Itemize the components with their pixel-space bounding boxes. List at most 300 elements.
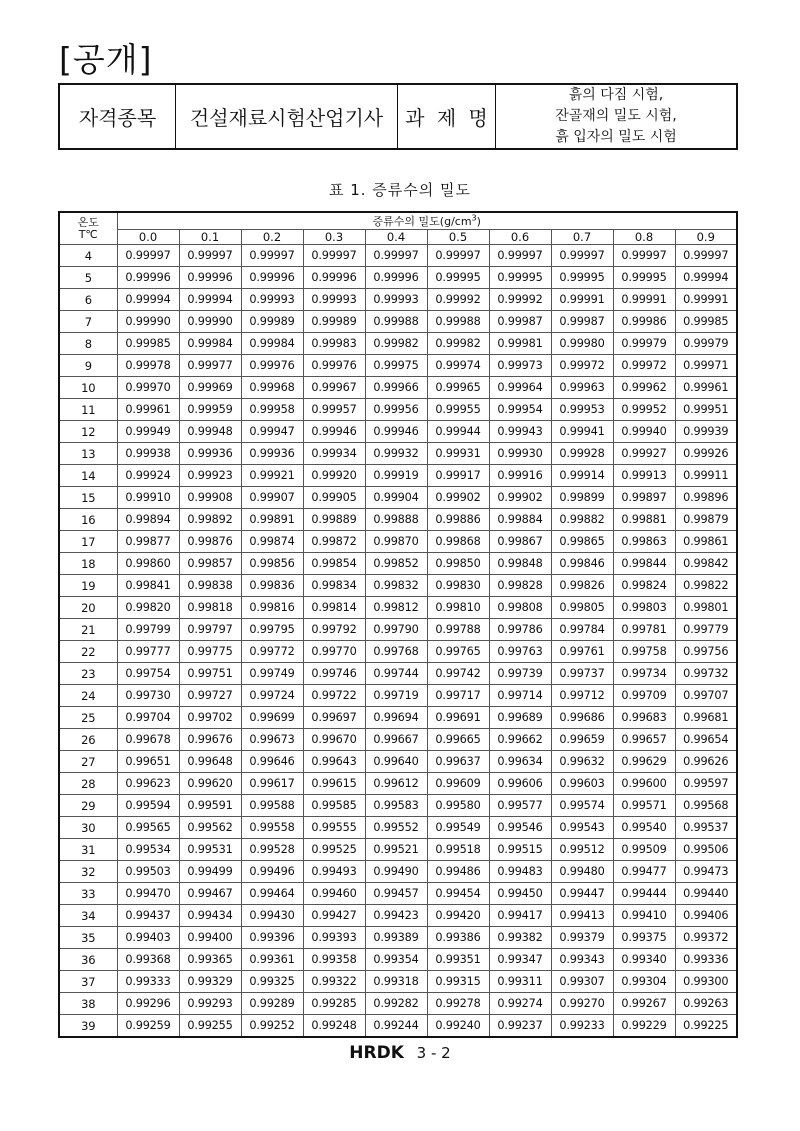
density-cell: 0.99896 <box>675 487 737 509</box>
density-cell: 0.99997 <box>427 245 489 267</box>
density-cell: 0.99444 <box>613 883 675 905</box>
density-cell: 0.99702 <box>179 707 241 729</box>
density-cell: 0.99681 <box>675 707 737 729</box>
temperature-cell: 14 <box>59 465 117 487</box>
density-cell: 0.99467 <box>179 883 241 905</box>
density-group-header-end: ) <box>476 215 481 228</box>
table-row <box>59 531 737 553</box>
density-cell: 0.99758 <box>613 641 675 663</box>
temperature-cell: 29 <box>59 795 117 817</box>
density-cell: 0.99993 <box>241 289 303 311</box>
density-cell: 0.99754 <box>117 663 179 685</box>
density-cell: 0.99966 <box>365 377 427 399</box>
density-cell: 0.99951 <box>675 399 737 421</box>
density-cell: 0.99562 <box>179 817 241 839</box>
qualification-value: 건설재료시험산업기사 <box>176 84 398 149</box>
density-cell: 0.99826 <box>551 575 613 597</box>
table-row <box>59 949 737 971</box>
density-cell: 0.99976 <box>241 355 303 377</box>
density-cell: 0.99955 <box>427 399 489 421</box>
density-cell: 0.99989 <box>303 311 365 333</box>
density-cell: 0.99867 <box>489 531 551 553</box>
density-cell: 0.99781 <box>613 619 675 641</box>
density-cell: 0.99477 <box>613 861 675 883</box>
density-cell: 0.99975 <box>365 355 427 377</box>
density-cell: 0.99790 <box>365 619 427 641</box>
density-cell: 0.99961 <box>117 399 179 421</box>
density-cell: 0.99447 <box>551 883 613 905</box>
density-cell: 0.99992 <box>427 289 489 311</box>
density-cell: 0.99555 <box>303 817 365 839</box>
density-cell: 0.99440 <box>675 883 737 905</box>
density-cell: 0.99662 <box>489 729 551 751</box>
qualification-label: 자격종목 <box>59 84 176 149</box>
density-cell: 0.99990 <box>179 311 241 333</box>
density-cell: 0.99970 <box>117 377 179 399</box>
density-cell: 0.99905 <box>303 487 365 509</box>
density-cell: 0.99856 <box>241 553 303 575</box>
density-cell: 0.99808 <box>489 597 551 619</box>
column-header: 0.3 <box>303 230 365 245</box>
density-cell: 0.99977 <box>179 355 241 377</box>
density-cell: 0.99430 <box>241 905 303 927</box>
density-cell: 0.99683 <box>613 707 675 729</box>
density-cell: 0.99990 <box>117 311 179 333</box>
density-cell: 0.99812 <box>365 597 427 619</box>
density-cell: 0.99852 <box>365 553 427 575</box>
density-cell: 0.99991 <box>613 289 675 311</box>
density-cell: 0.99987 <box>551 311 613 333</box>
table-row <box>59 311 737 333</box>
density-cell: 0.99964 <box>489 377 551 399</box>
density-cell: 0.99996 <box>241 267 303 289</box>
density-cell: 0.99992 <box>489 289 551 311</box>
density-group-header-text: 증류수의 밀도(g/cm <box>372 215 472 228</box>
density-cell: 0.99899 <box>551 487 613 509</box>
density-cell: 0.99879 <box>675 509 737 531</box>
column-header: 0.0 <box>117 230 179 245</box>
table-row <box>59 355 737 377</box>
task-title <box>496 84 738 149</box>
density-cell: 0.99944 <box>427 421 489 443</box>
hrdk-logo: HRDK <box>349 1043 404 1063</box>
density-cell: 0.99797 <box>179 619 241 641</box>
density-cell: 0.99646 <box>241 751 303 773</box>
density-cell: 0.99739 <box>489 663 551 685</box>
density-cell: 0.99931 <box>427 443 489 465</box>
density-cell: 0.99963 <box>551 377 613 399</box>
density-cell: 0.99939 <box>675 421 737 443</box>
page-footer <box>0 1043 800 1063</box>
column-header-row <box>59 230 737 245</box>
exam-header-table <box>58 83 738 150</box>
density-cell: 0.99499 <box>179 861 241 883</box>
density-cell: 0.99828 <box>489 575 551 597</box>
density-cell: 0.99968 <box>241 377 303 399</box>
density-cell: 0.99946 <box>365 421 427 443</box>
density-cell: 0.99620 <box>179 773 241 795</box>
density-cell: 0.99722 <box>303 685 365 707</box>
density-cell: 0.99361 <box>241 949 303 971</box>
temperature-cell: 32 <box>59 861 117 883</box>
table-row <box>59 707 737 729</box>
density-cell: 0.99902 <box>489 487 551 509</box>
density-cell: 0.99841 <box>117 575 179 597</box>
page-number: 3 - 2 <box>416 1044 451 1062</box>
table-row <box>59 927 737 949</box>
task-title-line: 흙 입자의 밀도 시험 <box>555 129 677 145</box>
temperature-cell: 25 <box>59 707 117 729</box>
temperature-cell: 33 <box>59 883 117 905</box>
table-row <box>59 333 737 355</box>
density-cell: 0.99788 <box>427 619 489 641</box>
density-cell: 0.99870 <box>365 531 427 553</box>
table-row <box>59 245 737 267</box>
density-cell: 0.99255 <box>179 1015 241 1038</box>
temperature-cell: 30 <box>59 817 117 839</box>
density-cell: 0.99982 <box>365 333 427 355</box>
density-cell: 0.99379 <box>551 927 613 949</box>
table-row <box>59 267 737 289</box>
table-row <box>59 795 737 817</box>
density-cell: 0.99274 <box>489 993 551 1015</box>
temperature-cell: 37 <box>59 971 117 993</box>
density-cell: 0.99686 <box>551 707 613 729</box>
density-cell: 0.99978 <box>117 355 179 377</box>
density-cell: 0.99293 <box>179 993 241 1015</box>
temperature-cell: 38 <box>59 993 117 1015</box>
density-cell: 0.99512 <box>551 839 613 861</box>
density-cell: 0.99410 <box>613 905 675 927</box>
density-cell: 0.99597 <box>675 773 737 795</box>
density-cell: 0.99997 <box>551 245 613 267</box>
density-cell: 0.99329 <box>179 971 241 993</box>
density-cell: 0.99779 <box>675 619 737 641</box>
density-cell: 0.99540 <box>613 817 675 839</box>
temperature-cell: 34 <box>59 905 117 927</box>
density-cell: 0.99988 <box>365 311 427 333</box>
density-cell: 0.99574 <box>551 795 613 817</box>
density-cell: 0.99985 <box>675 311 737 333</box>
density-cell: 0.99865 <box>551 531 613 553</box>
temperature-cell: 18 <box>59 553 117 575</box>
density-cell: 0.99822 <box>675 575 737 597</box>
density-cell: 0.99483 <box>489 861 551 883</box>
density-unit-superscript: 3 <box>471 213 477 223</box>
density-cell: 0.99995 <box>489 267 551 289</box>
density-cell: 0.99568 <box>675 795 737 817</box>
density-cell: 0.99993 <box>365 289 427 311</box>
density-cell: 0.99784 <box>551 619 613 641</box>
density-cell: 0.99473 <box>675 861 737 883</box>
density-cell: 0.99995 <box>427 267 489 289</box>
table-row <box>59 883 737 905</box>
density-cell: 0.99506 <box>675 839 737 861</box>
density-cell: 0.99278 <box>427 993 489 1015</box>
temperature-cell: 27 <box>59 751 117 773</box>
density-cell: 0.99921 <box>241 465 303 487</box>
temperature-cell: 7 <box>59 311 117 333</box>
density-cell: 0.99971 <box>675 355 737 377</box>
temperature-header-bottom: T℃ <box>78 227 98 241</box>
density-cell: 0.99734 <box>613 663 675 685</box>
table-row <box>59 509 737 531</box>
density-cell: 0.99979 <box>613 333 675 355</box>
density-cell: 0.99996 <box>179 267 241 289</box>
table-row <box>59 685 737 707</box>
table-row <box>59 553 737 575</box>
density-cell: 0.99248 <box>303 1015 365 1038</box>
table-caption: 표 1. 증류수의 밀도 <box>328 181 472 199</box>
density-cell: 0.99591 <box>179 795 241 817</box>
table-row <box>59 641 737 663</box>
water-density-table <box>58 211 738 1038</box>
table-row <box>59 619 737 641</box>
density-cell: 0.99994 <box>675 267 737 289</box>
density-cell: 0.99717 <box>427 685 489 707</box>
density-cell: 0.99670 <box>303 729 365 751</box>
task-title-line: 흙의 다짐 시험, <box>568 87 664 103</box>
density-cell: 0.99486 <box>427 861 489 883</box>
density-cell: 0.99997 <box>303 245 365 267</box>
temperature-cell: 36 <box>59 949 117 971</box>
density-cell: 0.99952 <box>613 399 675 421</box>
density-cell: 0.99892 <box>179 509 241 531</box>
density-cell: 0.99617 <box>241 773 303 795</box>
density-cell: 0.99365 <box>179 949 241 971</box>
density-cell: 0.99420 <box>427 905 489 927</box>
density-cell: 0.99737 <box>551 663 613 685</box>
density-cell: 0.99765 <box>427 641 489 663</box>
table-row <box>59 597 737 619</box>
table-row <box>59 443 737 465</box>
density-cell: 0.99518 <box>427 839 489 861</box>
density-group-header <box>117 212 737 230</box>
density-cell: 0.99543 <box>551 817 613 839</box>
density-cell: 0.99651 <box>117 751 179 773</box>
density-cell: 0.99979 <box>675 333 737 355</box>
density-cell: 0.99872 <box>303 531 365 553</box>
table-row <box>59 839 737 861</box>
density-cell: 0.99623 <box>117 773 179 795</box>
density-cell: 0.99946 <box>303 421 365 443</box>
table-row <box>59 905 737 927</box>
column-header: 0.7 <box>551 230 613 245</box>
density-cell: 0.99981 <box>489 333 551 355</box>
temperature-cell: 10 <box>59 377 117 399</box>
density-cell: 0.99577 <box>489 795 551 817</box>
density-cell: 0.99400 <box>179 927 241 949</box>
density-cell: 0.99997 <box>613 245 675 267</box>
density-cell: 0.99714 <box>489 685 551 707</box>
density-cell: 0.99954 <box>489 399 551 421</box>
density-cell: 0.99263 <box>675 993 737 1015</box>
density-cell: 0.99973 <box>489 355 551 377</box>
density-cell: 0.99956 <box>365 399 427 421</box>
density-cell: 0.99629 <box>613 751 675 773</box>
density-cell: 0.99742 <box>427 663 489 685</box>
density-cell: 0.99609 <box>427 773 489 795</box>
density-cell: 0.99549 <box>427 817 489 839</box>
density-cell: 0.99537 <box>675 817 737 839</box>
density-cell: 0.99805 <box>551 597 613 619</box>
density-cell: 0.99354 <box>365 949 427 971</box>
column-header: 0.9 <box>675 230 737 245</box>
density-cell: 0.99730 <box>117 685 179 707</box>
density-cell: 0.99368 <box>117 949 179 971</box>
density-cell: 0.99565 <box>117 817 179 839</box>
density-cell: 0.99389 <box>365 927 427 949</box>
temperature-cell: 22 <box>59 641 117 663</box>
density-cell: 0.99340 <box>613 949 675 971</box>
density-cell: 0.99868 <box>427 531 489 553</box>
temperature-cell: 9 <box>59 355 117 377</box>
density-cell: 0.99917 <box>427 465 489 487</box>
density-cell: 0.99270 <box>551 993 613 1015</box>
density-cell: 0.99509 <box>613 839 675 861</box>
density-cell: 0.99842 <box>675 553 737 575</box>
density-cell: 0.99991 <box>551 289 613 311</box>
density-cell: 0.99884 <box>489 509 551 531</box>
density-cell: 0.99600 <box>613 773 675 795</box>
density-cell: 0.99528 <box>241 839 303 861</box>
density-cell: 0.99983 <box>303 333 365 355</box>
density-cell: 0.99940 <box>613 421 675 443</box>
density-cell: 0.99237 <box>489 1015 551 1038</box>
density-cell: 0.99962 <box>613 377 675 399</box>
table-row <box>59 663 737 685</box>
density-cell: 0.99916 <box>489 465 551 487</box>
density-cell: 0.99928 <box>551 443 613 465</box>
temperature-cell: 23 <box>59 663 117 685</box>
density-cell: 0.99634 <box>489 751 551 773</box>
density-cell: 0.99583 <box>365 795 427 817</box>
density-cell: 0.99311 <box>489 971 551 993</box>
density-cell: 0.99801 <box>675 597 737 619</box>
density-cell: 0.99375 <box>613 927 675 949</box>
density-cell: 0.99908 <box>179 487 241 509</box>
density-cell: 0.99919 <box>365 465 427 487</box>
density-cell: 0.99949 <box>117 421 179 443</box>
table-body <box>59 245 737 1038</box>
temperature-header <box>59 212 117 245</box>
density-cell: 0.99891 <box>241 509 303 531</box>
density-cell: 0.99959 <box>179 399 241 421</box>
temperature-cell: 12 <box>59 421 117 443</box>
density-cell: 0.99904 <box>365 487 427 509</box>
density-cell: 0.99832 <box>365 575 427 597</box>
table-row <box>59 377 737 399</box>
density-cell: 0.99393 <box>303 927 365 949</box>
density-cell: 0.99993 <box>303 289 365 311</box>
temperature-cell: 11 <box>59 399 117 421</box>
density-cell: 0.99732 <box>675 663 737 685</box>
density-cell: 0.99860 <box>117 553 179 575</box>
density-cell: 0.99936 <box>241 443 303 465</box>
density-cell: 0.99888 <box>365 509 427 531</box>
density-cell: 0.99938 <box>117 443 179 465</box>
density-cell: 0.99987 <box>489 311 551 333</box>
density-cell: 0.99770 <box>303 641 365 663</box>
temperature-cell: 24 <box>59 685 117 707</box>
density-cell: 0.99434 <box>179 905 241 927</box>
density-cell: 0.99850 <box>427 553 489 575</box>
density-cell: 0.99761 <box>551 641 613 663</box>
density-cell: 0.99665 <box>427 729 489 751</box>
density-cell: 0.99267 <box>613 993 675 1015</box>
density-cell: 0.99881 <box>613 509 675 531</box>
density-cell: 0.99814 <box>303 597 365 619</box>
density-cell: 0.99744 <box>365 663 427 685</box>
density-cell: 0.99874 <box>241 531 303 553</box>
density-cell: 0.99984 <box>241 333 303 355</box>
density-cell: 0.99603 <box>551 773 613 795</box>
density-cell: 0.99751 <box>179 663 241 685</box>
density-cell: 0.99838 <box>179 575 241 597</box>
temperature-cell: 35 <box>59 927 117 949</box>
density-cell: 0.99934 <box>303 443 365 465</box>
density-cell: 0.99244 <box>365 1015 427 1038</box>
density-cell: 0.99948 <box>179 421 241 443</box>
table-row <box>59 465 737 487</box>
density-cell: 0.99974 <box>427 355 489 377</box>
density-cell: 0.99876 <box>179 531 241 553</box>
density-cell: 0.99882 <box>551 509 613 531</box>
temperature-cell: 5 <box>59 267 117 289</box>
column-header: 0.6 <box>489 230 551 245</box>
density-cell: 0.99372 <box>675 927 737 949</box>
column-header: 0.5 <box>427 230 489 245</box>
density-cell: 0.99863 <box>613 531 675 553</box>
density-cell: 0.99470 <box>117 883 179 905</box>
density-cell: 0.99659 <box>551 729 613 751</box>
density-cell: 0.99991 <box>675 289 737 311</box>
density-cell: 0.99996 <box>365 267 427 289</box>
density-cell: 0.99907 <box>241 487 303 509</box>
density-cell: 0.99336 <box>675 949 737 971</box>
density-cell: 0.99894 <box>117 509 179 531</box>
column-header: 0.4 <box>365 230 427 245</box>
density-cell: 0.99694 <box>365 707 427 729</box>
density-cell: 0.99957 <box>303 399 365 421</box>
density-cell: 0.99689 <box>489 707 551 729</box>
density-cell: 0.99225 <box>675 1015 737 1038</box>
density-cell: 0.99503 <box>117 861 179 883</box>
density-cell: 0.99606 <box>489 773 551 795</box>
density-cell: 0.99558 <box>241 817 303 839</box>
density-cell: 0.99792 <box>303 619 365 641</box>
density-cell: 0.99972 <box>613 355 675 377</box>
density-cell: 0.99493 <box>303 861 365 883</box>
density-cell: 0.99667 <box>365 729 427 751</box>
density-cell: 0.99315 <box>427 971 489 993</box>
temperature-header-top: 온도 <box>77 215 99 229</box>
column-header: 0.8 <box>613 230 675 245</box>
density-cell: 0.99285 <box>303 993 365 1015</box>
density-cell: 0.99654 <box>675 729 737 751</box>
column-header: 0.1 <box>179 230 241 245</box>
density-cell: 0.99322 <box>303 971 365 993</box>
density-cell: 0.99924 <box>117 465 179 487</box>
density-cell: 0.99333 <box>117 971 179 993</box>
density-cell: 0.99994 <box>179 289 241 311</box>
density-cell: 0.99763 <box>489 641 551 663</box>
density-cell: 0.99709 <box>613 685 675 707</box>
table-row <box>59 575 737 597</box>
density-cell: 0.99965 <box>427 377 489 399</box>
density-cell: 0.99989 <box>241 311 303 333</box>
density-cell: 0.99427 <box>303 905 365 927</box>
